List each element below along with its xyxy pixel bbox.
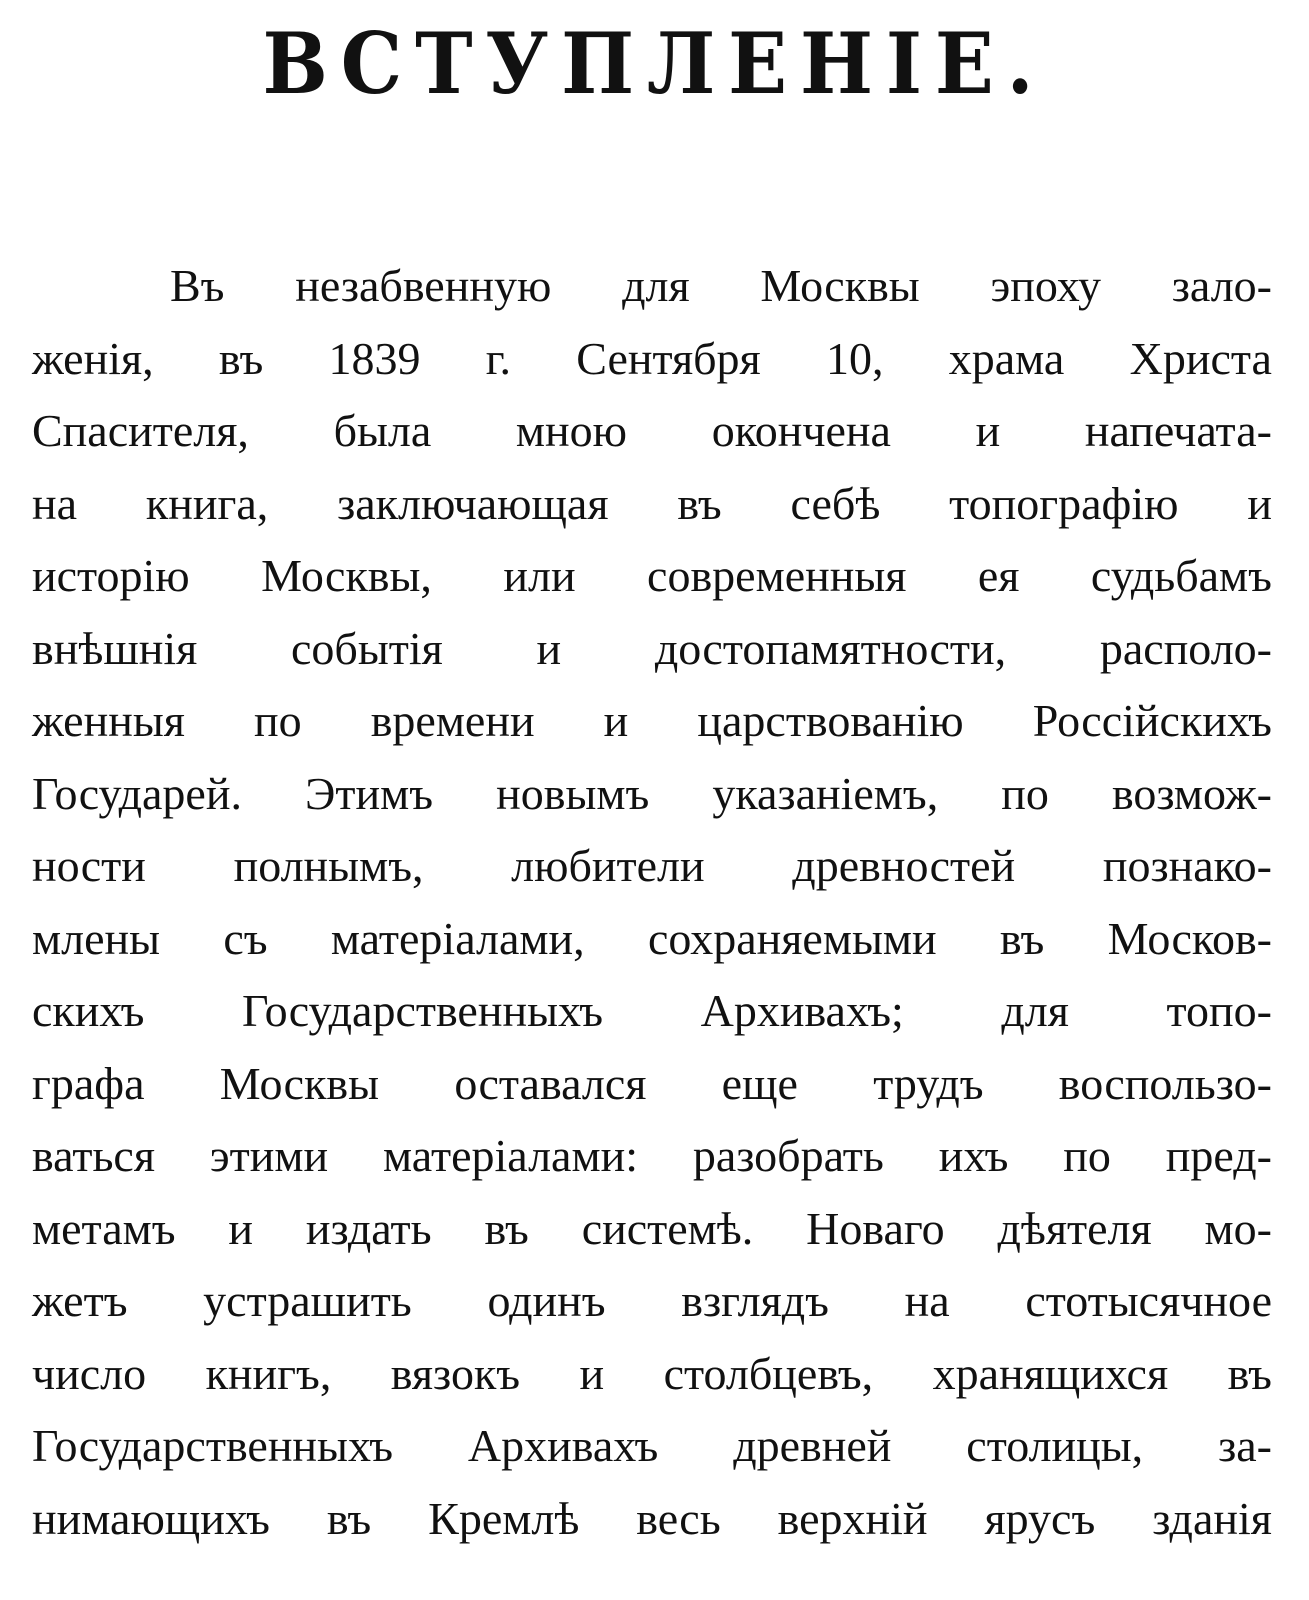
word: древней: [733, 1420, 892, 1471]
word: воспользо-: [1058, 1057, 1272, 1109]
word: въ: [677, 477, 722, 529]
word: полнымъ,: [233, 840, 424, 891]
word: жетъ: [32, 1275, 128, 1326]
word: и: [1247, 477, 1272, 529]
word: ея: [977, 550, 1020, 601]
word: указаніемъ,: [712, 767, 939, 819]
word: царствованію: [697, 695, 964, 746]
word: по: [1063, 1130, 1111, 1181]
word: Новаго: [806, 1202, 945, 1254]
word: Государей.: [32, 767, 242, 819]
word: и: [603, 695, 629, 746]
word: мо-: [1204, 1202, 1272, 1254]
text-line: [32, 685, 1272, 758]
word: Архивахъ: [467, 1420, 659, 1471]
word: ихъ: [938, 1130, 1009, 1181]
word: пред-: [1165, 1130, 1272, 1181]
word: и: [536, 622, 562, 674]
word: Москвы,: [261, 550, 432, 601]
word: въ: [218, 332, 264, 384]
word: этими: [209, 1130, 329, 1181]
text-line: [32, 1120, 1272, 1193]
word: за-: [1218, 1420, 1272, 1471]
text-line: [32, 1410, 1272, 1483]
text-line: [32, 1048, 1272, 1121]
word: столицы,: [966, 1420, 1144, 1471]
word: заключающая: [337, 477, 609, 529]
word: еще: [721, 1057, 798, 1109]
body-paragraph: [32, 250, 1272, 1555]
word: мною: [515, 405, 628, 456]
word: топо-: [1166, 985, 1272, 1036]
word: вязокъ: [390, 1347, 521, 1399]
text-line: [32, 540, 1272, 613]
word: столбцевъ,: [663, 1347, 874, 1399]
word: метамъ: [32, 1202, 176, 1254]
word: судьбамъ: [1090, 550, 1272, 601]
word: по: [253, 695, 302, 746]
text-line: [32, 613, 1272, 686]
word: съ: [223, 912, 268, 964]
word: зданія: [1152, 1492, 1272, 1544]
word: Кремлѣ: [428, 1492, 580, 1544]
word: оставался: [454, 1057, 647, 1109]
text-line: [32, 1265, 1272, 1338]
word: исторію: [32, 550, 190, 601]
word: стотысячное: [1025, 1275, 1272, 1326]
word: достопамятности,: [654, 622, 1007, 674]
word: ярусъ: [984, 1492, 1096, 1544]
word: была: [333, 405, 432, 456]
word: для: [1001, 985, 1069, 1036]
word: книга,: [145, 477, 269, 529]
word: число: [32, 1347, 147, 1399]
word: незабвенную: [295, 260, 552, 311]
word: матеріалами,: [330, 912, 585, 964]
word: нимающихъ: [32, 1492, 270, 1544]
word: разобрать: [692, 1130, 884, 1181]
word: древностей: [792, 840, 1016, 891]
word: Государственныхъ: [242, 985, 604, 1036]
word: зало-: [1171, 260, 1272, 311]
word: Этимъ: [305, 767, 434, 819]
word: для: [622, 260, 690, 311]
word: женныя: [32, 695, 185, 746]
word: Въ: [170, 260, 225, 311]
word: хранящихся: [932, 1347, 1169, 1399]
word: Государственныхъ: [32, 1420, 393, 1471]
text-line: [32, 1483, 1272, 1556]
word: трудъ: [873, 1057, 984, 1109]
word: въ: [1227, 1347, 1272, 1399]
word: и: [579, 1347, 605, 1399]
chapter-title: ВСТУПЛЕНІЕ.: [262, 14, 1047, 113]
word: Архивахъ;: [700, 985, 904, 1036]
word: въ: [326, 1492, 372, 1544]
word: на: [904, 1275, 950, 1326]
word: скихъ: [32, 985, 145, 1036]
word: Москвы: [760, 260, 920, 311]
word: Сентября: [576, 332, 761, 384]
word: окончена: [711, 405, 891, 456]
word: млены: [32, 912, 161, 964]
word: въ: [999, 912, 1045, 964]
word: современныя: [647, 550, 907, 601]
word: сохраняемыми: [647, 912, 937, 964]
word: ваться: [32, 1130, 155, 1181]
word: издать: [305, 1202, 432, 1254]
word: располо-: [1099, 622, 1272, 674]
word: графа: [32, 1057, 145, 1109]
word: напечата-: [1084, 405, 1272, 456]
word: ности: [32, 840, 146, 891]
word: эпоху: [990, 260, 1101, 311]
text-line: [32, 1193, 1272, 1266]
word: Москов-: [1107, 912, 1272, 964]
word: времени: [370, 695, 535, 746]
text-line: [32, 758, 1272, 831]
word: дѣятеля: [997, 1202, 1152, 1254]
word: весь: [636, 1492, 721, 1544]
word: г.: [485, 332, 511, 384]
word: топографію: [949, 477, 1179, 529]
word: и: [228, 1202, 254, 1254]
word: любители: [511, 840, 705, 891]
word: одинъ: [487, 1275, 606, 1326]
word: взглядъ: [681, 1275, 829, 1326]
word: познако-: [1102, 840, 1272, 891]
word: въ: [484, 1202, 529, 1254]
word: на: [32, 477, 78, 529]
word: новымъ: [496, 767, 650, 819]
word: матеріалами:: [382, 1130, 638, 1181]
word: или: [503, 550, 576, 601]
word: внѣшнія: [32, 622, 198, 674]
word: системѣ.: [581, 1202, 754, 1254]
word: женія,: [32, 332, 154, 384]
word: 1839: [328, 332, 421, 384]
word: по: [1001, 767, 1049, 819]
word: книгъ,: [205, 1347, 332, 1399]
text-line: [32, 1338, 1272, 1411]
word: Спасителя,: [32, 405, 249, 456]
text-line: [32, 903, 1272, 976]
text-line: [32, 975, 1272, 1048]
word: устрашить: [203, 1275, 412, 1326]
word: и: [975, 405, 1001, 456]
text-line: [32, 323, 1272, 396]
word: событія: [291, 622, 443, 674]
text-line: [32, 395, 1272, 468]
word: Москвы: [219, 1057, 380, 1109]
text-line: [32, 468, 1272, 541]
word: 10,: [825, 332, 884, 384]
word: верхній: [777, 1492, 928, 1544]
text-line: [32, 830, 1272, 903]
text-line: [32, 250, 1272, 323]
word: возмож-: [1111, 767, 1272, 819]
word: себѣ: [790, 477, 881, 529]
word: храма: [948, 332, 1065, 384]
word: Христа: [1129, 332, 1272, 384]
word: Россійскихъ: [1032, 695, 1272, 746]
